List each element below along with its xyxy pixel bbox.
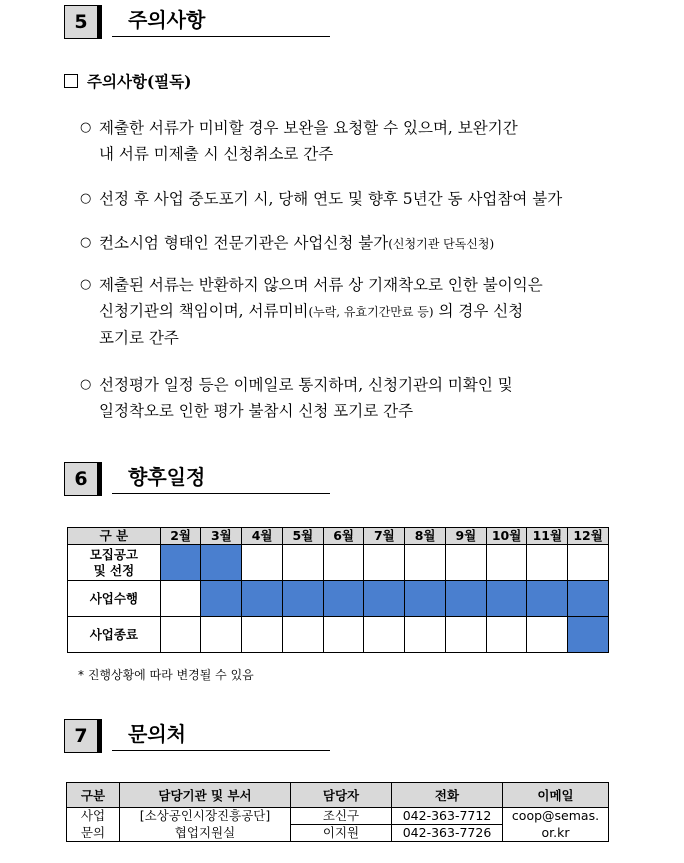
schedule-row-label-line: 사업수행 <box>89 590 138 606</box>
schedule-cell-active <box>201 581 242 617</box>
section-number: 7 <box>64 719 98 753</box>
circle-bullet-icon: ○ <box>80 191 92 206</box>
schedule-cell <box>201 617 242 653</box>
schedule-row <box>68 545 609 581</box>
schedule-row-label <box>68 617 161 653</box>
month-header: 2월 <box>160 528 201 545</box>
month-header: 7월 <box>364 528 405 545</box>
month-header: 12월 <box>568 528 609 545</box>
schedule-cell <box>568 545 609 581</box>
notice-small-text: (신청기관 단독신청) <box>388 237 495 251</box>
month-header: 6월 <box>323 528 364 545</box>
schedule-cell <box>486 545 527 581</box>
circle-bullet-icon: ○ <box>80 277 92 292</box>
schedule-cell <box>445 617 486 653</box>
notice-small-text: (누락, 유효기간만료 등) <box>308 305 434 319</box>
notice-line <box>99 230 640 257</box>
schedule-cell <box>405 617 446 653</box>
schedule-cell-active <box>160 545 201 581</box>
schedule-cell-active <box>323 581 364 617</box>
schedule-table <box>67 527 609 653</box>
notice-item <box>80 186 640 212</box>
section-number: 5 <box>64 5 98 39</box>
month-header: 11월 <box>527 528 568 545</box>
notice-line: 선정평가 일정 등은 이메일로 통지하며, 신청기관의 미확인 및 <box>99 376 513 394</box>
schedule-cell-active <box>364 581 405 617</box>
notice-text: 컨소시엄 형태인 전문기관은 사업신청 불가 <box>99 234 389 252</box>
contact-phone: 042-363-7712 <box>392 808 503 825</box>
schedule-row <box>68 617 609 653</box>
schedule-cell <box>242 545 283 581</box>
contact-row <box>67 808 609 825</box>
notice-item <box>80 230 640 257</box>
schedule-cell-active <box>527 581 568 617</box>
contact-dept: [소상공인시장진흥공단] <box>120 808 291 825</box>
circle-bullet-icon: ○ <box>80 235 92 250</box>
contact-header: 구분 <box>67 783 120 808</box>
notice-line: 제출한 서류가 미비할 경우 보완을 요청할 수 있으며, 보완기간 <box>99 119 518 137</box>
schedule-cell-active <box>568 581 609 617</box>
schedule-cell <box>405 545 446 581</box>
contact-row <box>67 825 609 842</box>
month-header: 9월 <box>445 528 486 545</box>
notice-line <box>99 298 640 325</box>
schedule-cell-active <box>201 545 242 581</box>
month-header: 5월 <box>282 528 323 545</box>
schedule-row-label <box>68 545 161 581</box>
contact-header: 담당자 <box>291 783 392 808</box>
schedule-cell <box>242 617 283 653</box>
schedule-cell <box>486 617 527 653</box>
contact-person: 이지원 <box>291 825 392 842</box>
schedule-cell-active <box>568 617 609 653</box>
schedule-header-row <box>68 528 609 545</box>
contact-header: 이메일 <box>503 783 609 808</box>
contact-phone: 042-363-7726 <box>392 825 503 842</box>
schedule-cell <box>160 581 201 617</box>
schedule-row <box>68 581 609 617</box>
contact-person: 조신구 <box>291 808 392 825</box>
notice-text: 의 경우 신청 <box>433 302 524 320</box>
section-title: 향후일정 <box>112 462 330 494</box>
schedule-row-label-line: 모집공고 <box>89 546 138 562</box>
notice-line: 일정착오로 인한 평가 불참시 신청 포기로 간주 <box>99 402 414 420</box>
contact-table <box>66 782 609 842</box>
section-number: 6 <box>64 462 98 496</box>
contact-email: coop@semas. <box>503 808 609 825</box>
schedule-row-label-line: 및 선정 <box>93 562 135 578</box>
schedule-cell <box>445 545 486 581</box>
schedule-cell-active <box>445 581 486 617</box>
schedule-cell-active <box>486 581 527 617</box>
schedule-cell <box>323 617 364 653</box>
month-header: 4월 <box>242 528 283 545</box>
schedule-note: * 진행상황에 따라 변경될 수 있음 <box>78 668 254 682</box>
schedule-header-label: 구 분 <box>68 528 161 545</box>
notice-line: 포기로 간주 <box>99 329 179 347</box>
notice-heading <box>64 70 192 92</box>
notice-line: 선정 후 사업 중도포기 시, 당해 연도 및 향후 5년간 동 사업참여 불가 <box>99 190 563 208</box>
schedule-cell-active <box>405 581 446 617</box>
notice-item <box>80 372 640 424</box>
contact-email: or.kr <box>503 825 609 842</box>
month-header: 8월 <box>405 528 446 545</box>
checkbox-square-icon <box>64 74 78 88</box>
notice-line: 내 서류 미제출 시 신청취소로 간주 <box>99 145 334 163</box>
circle-bullet-icon: ○ <box>80 120 92 135</box>
circle-bullet-icon: ○ <box>80 377 92 392</box>
schedule-row-label <box>68 581 161 617</box>
contact-dept: 협업지원실 <box>120 825 291 842</box>
contact-category: 사업 <box>67 808 120 825</box>
contact-header: 전화 <box>392 783 503 808</box>
contact-header-row <box>67 783 609 808</box>
section-title: 문의처 <box>112 719 330 751</box>
schedule-cell-active <box>282 581 323 617</box>
contact-header: 담당기관 및 부서 <box>120 783 291 808</box>
month-header: 10월 <box>486 528 527 545</box>
schedule-cell <box>160 617 201 653</box>
section-title: 주의사항 <box>112 5 330 37</box>
notice-line: 제출된 서류는 반환하지 않으며 서류 상 기재착오로 인한 불이익은 <box>99 276 543 294</box>
month-header: 3월 <box>201 528 242 545</box>
notice-item <box>80 115 640 167</box>
schedule-cell-active <box>242 581 283 617</box>
schedule-cell <box>282 545 323 581</box>
schedule-cell <box>323 545 364 581</box>
contact-category: 문의 <box>67 825 120 842</box>
schedule-cell <box>364 545 405 581</box>
schedule-cell <box>364 617 405 653</box>
schedule-row-label-line: 사업종료 <box>89 626 138 642</box>
schedule-cell <box>527 545 568 581</box>
notice-heading-text: 주의사항(필독) <box>87 72 192 91</box>
notice-item <box>80 272 640 351</box>
notice-text: 신청기관의 책임이며, 서류미비 <box>99 302 309 320</box>
schedule-cell <box>282 617 323 653</box>
schedule-cell <box>527 617 568 653</box>
